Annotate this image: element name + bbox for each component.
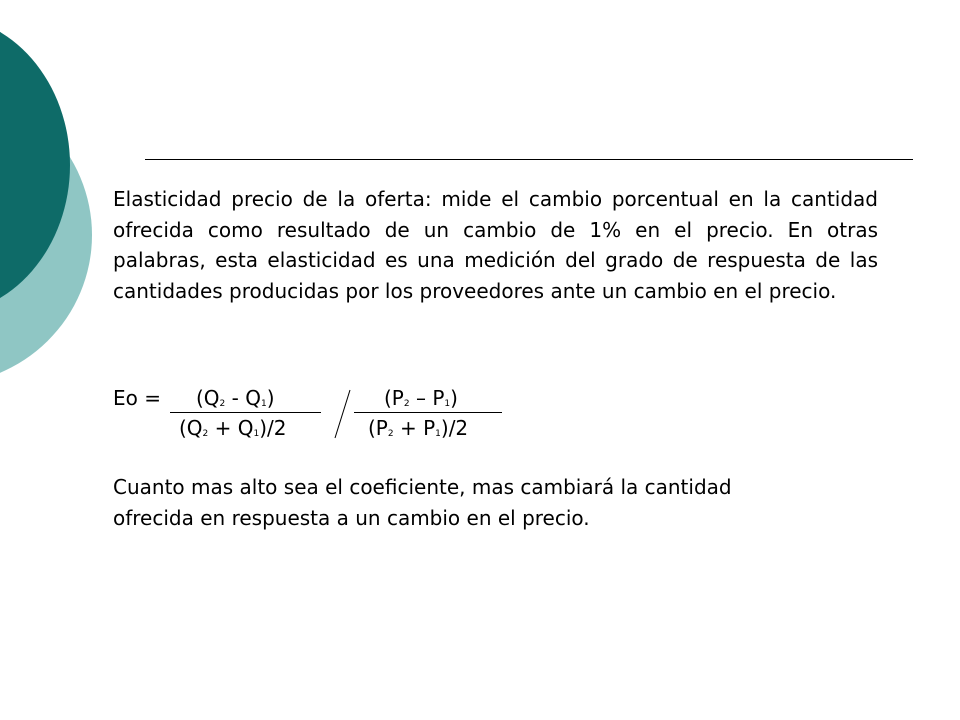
denominator-left: $(Q_2 + Q_1)/2$ xyxy=(179,416,287,440)
conclusion-paragraph xyxy=(113,472,893,534)
title-divider xyxy=(145,159,913,160)
definition-paragraph: Elasticidad precio de la oferta: mide el cambio porcentual en la cantidad ofrecida como resultado de un cambio de 1% en el precio. En otras palabras, esta elasticidad es una medición del grado de respuesta de las cantidades producidas por los proveedores ante un cambio en el precio. xyxy=(113,187,878,303)
formula-lhs: Eo = xyxy=(113,386,161,410)
denominator-right: $(P_2 + P_1)/2$ xyxy=(368,416,469,440)
elasticity-formula xyxy=(113,384,613,444)
conclusion-line-1: Cuanto mas alto sea el coeficiente, mas cambiará la cantidad xyxy=(113,475,732,499)
numerator-right: $(P_2 - P_1)$ xyxy=(384,386,458,410)
conclusion-line-2: ofrecida en respuesta a un cambio en el precio. xyxy=(113,506,590,530)
numerator-left: $(Q_2 - Q_1)$ xyxy=(196,386,275,410)
